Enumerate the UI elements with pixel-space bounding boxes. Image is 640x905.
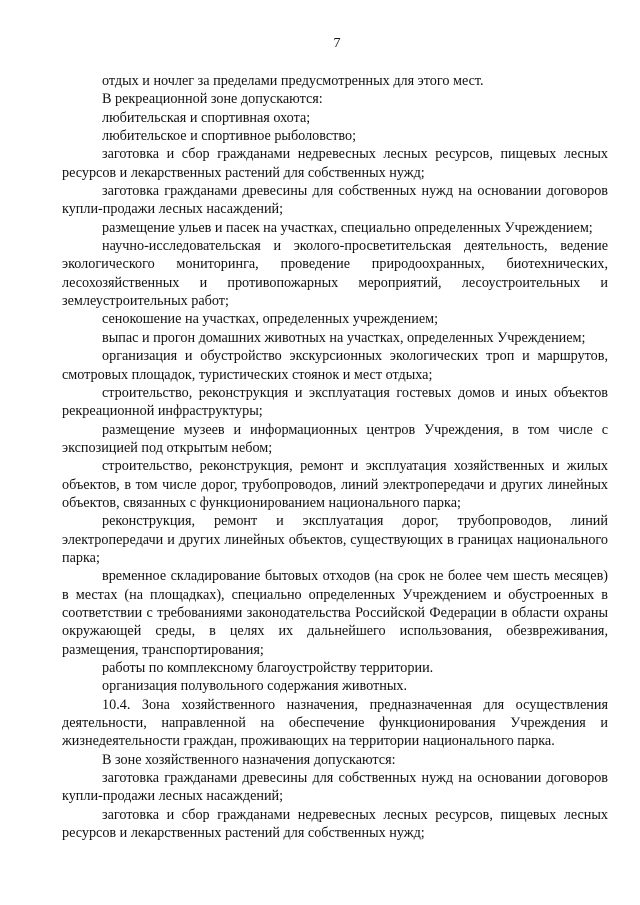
paragraph: сенокошение на участках, определенных учреждением;	[102, 311, 439, 328]
paragraph: размещение музеев и информационных центров Учреждения, в том числе с экспозицией под открытым небом;	[62, 421, 608, 456]
paragraph: любительская и спортивная охота;	[102, 109, 311, 126]
paragraph: В зоне хозяйственного назначения допускаются:	[102, 751, 396, 768]
paragraph: строительство, реконструкция и эксплуатация гостевых домов и иных объектов рекреационной инфраструктуры;	[62, 384, 608, 420]
paragraph: заготовка гражданами древесины для собственных нужд на основании договоров купли-продажи лесных насаждений;	[62, 770, 608, 805]
paragraph: заготовка и сбор гражданами недревесных лесных ресурсов, пищевых лесных ресурсов и лекарственных растений для собственных нужд;	[62, 806, 608, 842]
paragraph: реконструкция, ремонт и эксплуатация дорог, трубопроводов, линий электропередачи и других линейных объектов, существующих в границах национального парка;	[62, 513, 608, 566]
paragraph: заготовка и сбор гражданами недревесных лесных ресурсов, пищевых лесных ресурсов и лекарственных растений для собственных нужд;	[62, 146, 608, 181]
paragraph: любительское и спортивное рыболовство;	[102, 128, 357, 145]
paragraph: научно-исследовательская и эколого-просветительская деятельность, ведение экологического мониторинга, проведение природоохранных, биотехнических, лесохозяйственных и противопожарных мероприятий, лесоустроительных и землеустроительных работ;	[62, 238, 608, 310]
document-body	[62, 72, 608, 842]
paragraph: строительство, реконструкция, ремонт и эксплуатация хозяйственных и жилых объектов, в том числе дорог, трубопроводов, линий электропередачи и других линейных объектов, связанных с функционированием национального парка;	[62, 458, 608, 511]
page-number: 7	[333, 36, 341, 51]
paragraph: выпас и прогон домашних животных на участках, определенных Учреждением;	[102, 329, 586, 346]
paragraph: заготовка гражданами древесины для собственных нужд на основании договоров купли-продажи лесных насаждений;	[62, 183, 608, 218]
paragraph: отдых и ночлег за пределами предусмотренных для этого мест.	[102, 73, 484, 89]
paragraph: временное складирование бытовых отходов (на срок не более чем шесть месяцев) в местах (на площадках), специально определенных Учреждением и обустроенных в соответствии с требованиями законодательства Российской Федерации в области охраны окружающей среды, в целях их дальнейшего использования, обезвреживания, размещения, транспортирования;	[62, 568, 608, 658]
paragraph: работы по комплексному благоустройству территории.	[102, 660, 434, 676]
paragraph: организация полувольного содержания животных.	[102, 678, 407, 695]
paragraph: 10.4. Зона хозяйственного назначения, предназначенная для осуществления деятельности, направленной на обеспечение функционирования Учреждения и жизнедеятельности граждан, проживающих на территории национального парка.	[62, 696, 608, 750]
paragraph: организация и обустройство экскурсионных экологических троп и маршрутов, смотровых площадок, туристических стоянок и мест отдыха;	[62, 348, 608, 383]
paragraph: размещение ульев и пасек на участках, специально определенных Учреждением;	[102, 219, 593, 236]
paragraph: В рекреационной зоне допускаются:	[102, 91, 323, 108]
